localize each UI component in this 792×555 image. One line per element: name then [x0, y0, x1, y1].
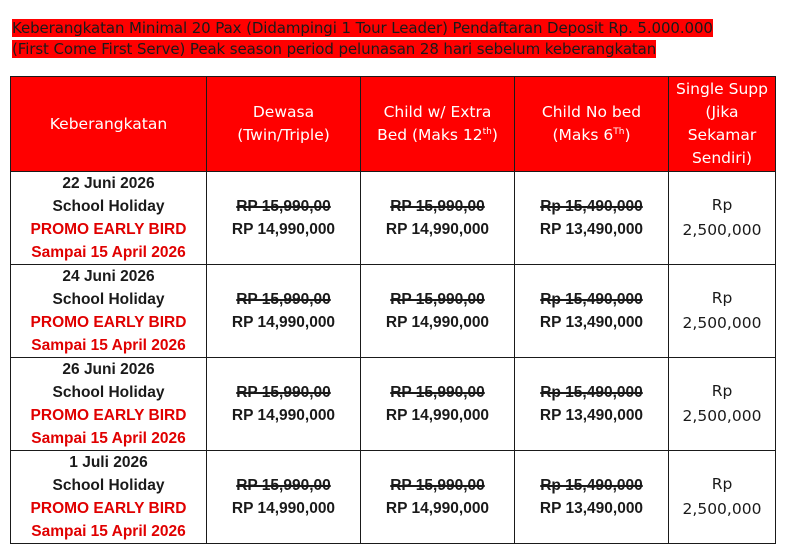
- old-price: RP 15,990,00: [236, 477, 331, 494]
- table-row: [11, 172, 776, 265]
- single-currency: Rp: [711, 196, 733, 214]
- old-price: RP 15,990,00: [390, 198, 485, 215]
- table-row: [11, 265, 776, 358]
- departure-date: 22 Juni 2026: [62, 175, 155, 192]
- holiday-label: School Holiday: [52, 477, 165, 494]
- table-row: [11, 358, 776, 451]
- old-price: Rp 15,490,000: [540, 291, 643, 308]
- promo-label: PROMO EARLY BIRD: [30, 221, 187, 238]
- single-currency: Rp: [711, 289, 733, 307]
- extra-bed-price-cell: [361, 265, 515, 358]
- header-adult: Dewasa (Twin/Triple): [207, 77, 361, 172]
- new-price: RP 14,990,000: [385, 407, 490, 424]
- departure-date: 26 Juni 2026: [62, 361, 155, 378]
- holiday-label: School Holiday: [52, 198, 165, 215]
- single-supp-cell: [669, 172, 776, 265]
- table-row: [11, 451, 776, 544]
- extra-bed-price-cell: [361, 451, 515, 544]
- old-price: RP 15,990,00: [390, 384, 485, 401]
- extra-bed-price-cell: [361, 358, 515, 451]
- old-price: RP 15,990,00: [390, 291, 485, 308]
- promo-until: Sampai 15 April 2026: [31, 244, 186, 261]
- table-header-row: [11, 77, 776, 172]
- new-price: RP 14,990,000: [231, 314, 336, 331]
- new-price: RP 14,990,000: [385, 314, 490, 331]
- old-price: RP 15,990,00: [390, 477, 485, 494]
- new-price: RP 14,990,000: [385, 221, 490, 238]
- no-bed-price-cell: [515, 358, 669, 451]
- promo-until: Sampai 15 April 2026: [31, 523, 186, 540]
- new-price: RP 13,490,000: [539, 221, 644, 238]
- header-child-no-bed: Child No bed (Maks 6Th): [515, 77, 669, 172]
- header-child-extra-bed: Child w/ Extra Bed (Maks 12th): [361, 77, 515, 172]
- new-price: RP 13,490,000: [539, 407, 644, 424]
- promo-until: Sampai 15 April 2026: [31, 430, 186, 447]
- price-table: [10, 76, 776, 544]
- departure-cell: [11, 265, 207, 358]
- departure-cell: [11, 172, 207, 265]
- single-amount: 2,500,000: [682, 500, 762, 518]
- header-single-supp: Single Supp (Jika Sekamar Sendiri): [669, 77, 776, 172]
- old-price: Rp 15,490,000: [540, 384, 643, 401]
- old-price: RP 15,990,00: [236, 384, 331, 401]
- departure-date: 1 Juli 2026: [69, 454, 148, 471]
- holiday-label: School Holiday: [52, 384, 165, 401]
- notice-text: [12, 18, 772, 60]
- no-bed-price-cell: [515, 451, 669, 544]
- promo-label: PROMO EARLY BIRD: [30, 314, 187, 331]
- adult-price-cell: [207, 358, 361, 451]
- promo-label: PROMO EARLY BIRD: [30, 500, 187, 517]
- adult-price-cell: [207, 451, 361, 544]
- new-price: RP 14,990,000: [231, 500, 336, 517]
- new-price: RP 14,990,000: [385, 500, 490, 517]
- adult-price-cell: [207, 172, 361, 265]
- header-departure: Keberangkatan: [11, 77, 207, 172]
- single-amount: 2,500,000: [682, 221, 762, 239]
- single-supp-cell: [669, 358, 776, 451]
- old-price: Rp 15,490,000: [540, 477, 643, 494]
- old-price: Rp 15,490,000: [540, 198, 643, 215]
- single-amount: 2,500,000: [682, 314, 762, 332]
- single-currency: Rp: [711, 475, 733, 493]
- no-bed-price-cell: [515, 172, 669, 265]
- extra-bed-price-cell: [361, 172, 515, 265]
- old-price: RP 15,990,00: [236, 198, 331, 215]
- departure-date: 24 Juni 2026: [62, 268, 155, 285]
- single-supp-cell: [669, 451, 776, 544]
- holiday-label: School Holiday: [52, 291, 165, 308]
- single-currency: Rp: [711, 382, 733, 400]
- single-supp-cell: [669, 265, 776, 358]
- promo-label: PROMO EARLY BIRD: [30, 407, 187, 424]
- notice-line-1: Keberangkatan Minimal 20 Pax (Didampingi 1 Tour Leader) Pendaftaran Deposit Rp. 5.000.000: [12, 19, 713, 37]
- old-price: RP 15,990,00: [236, 291, 331, 308]
- new-price: RP 13,490,000: [539, 500, 644, 517]
- promo-until: Sampai 15 April 2026: [31, 337, 186, 354]
- adult-price-cell: [207, 265, 361, 358]
- no-bed-price-cell: [515, 265, 669, 358]
- single-amount: 2,500,000: [682, 407, 762, 425]
- new-price: RP 14,990,000: [231, 407, 336, 424]
- departure-cell: [11, 451, 207, 544]
- new-price: RP 14,990,000: [231, 221, 336, 238]
- departure-cell: [11, 358, 207, 451]
- new-price: RP 13,490,000: [539, 314, 644, 331]
- notice-line-2: (First Come First Serve) Peak season period pelunasan 28 hari sebelum keberangkatan: [12, 40, 657, 58]
